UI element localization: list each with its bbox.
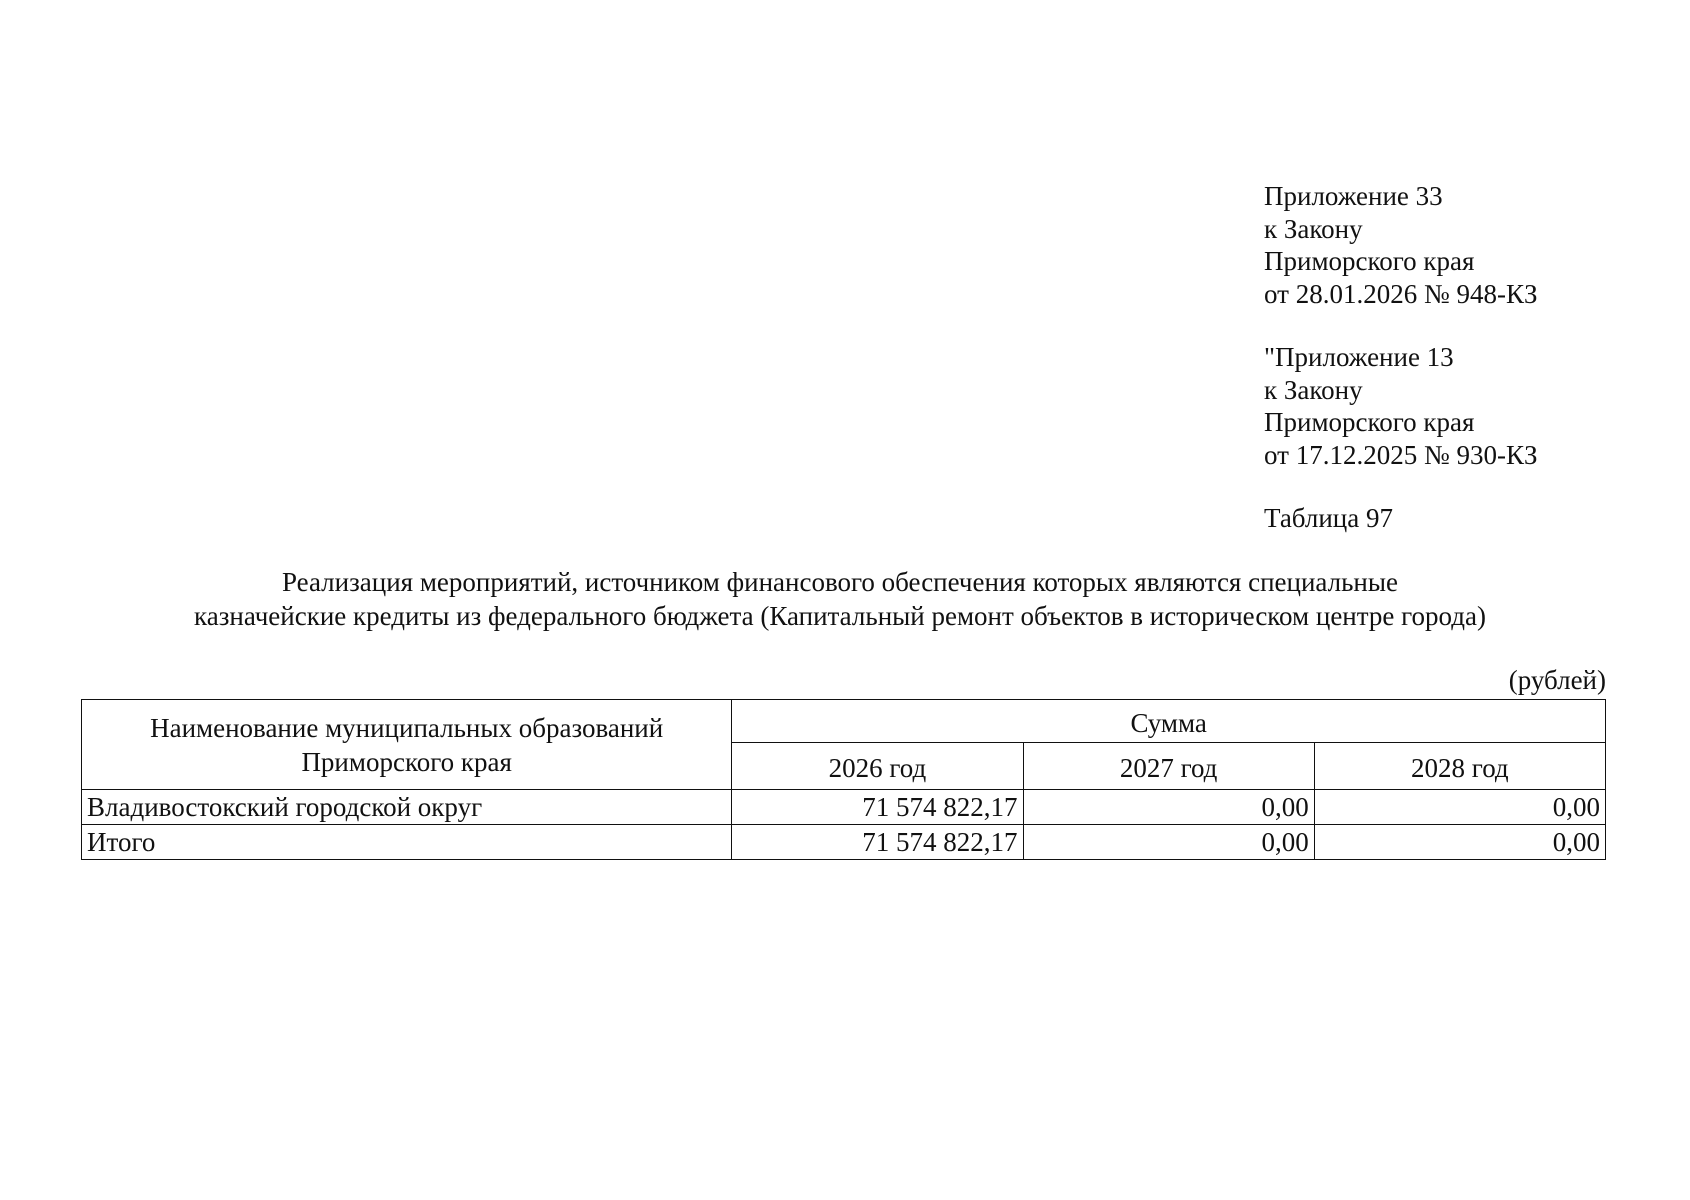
budget-table bbox=[81, 699, 1606, 860]
annex-33-line: к Закону bbox=[1264, 213, 1363, 244]
annex-13-line: к Закону bbox=[1264, 374, 1363, 405]
table-header-row bbox=[82, 700, 1606, 743]
table-total-row bbox=[82, 825, 1606, 860]
row-value-2026: 71 574 822,17 bbox=[732, 790, 1023, 825]
total-value-2028: 0,00 bbox=[1314, 825, 1605, 860]
annex-33-line: от 28.01.2026 № 948-КЗ bbox=[1264, 278, 1538, 309]
title-line-1: Реализация мероприятий, источником финансового обеспечения которых являются специальные bbox=[281, 567, 1398, 597]
row-value-2027: 0,00 bbox=[1023, 790, 1314, 825]
row-value-2028: 0,00 bbox=[1314, 790, 1605, 825]
header-year-2027: 2027 год bbox=[1023, 743, 1314, 790]
annex-13-line: "Приложение 13 bbox=[1264, 342, 1454, 372]
title-line-2: казначейские кредиты из федерального бюджета (Капитальный ремонт объектов в историческом центре города) bbox=[194, 601, 1486, 631]
header-year-2028: 2028 год bbox=[1314, 743, 1605, 790]
annex-33-line: Приморского края bbox=[1264, 246, 1475, 276]
units-label: (рублей) bbox=[1508, 665, 1606, 695]
annex-13-line: Приморского края bbox=[1264, 407, 1475, 437]
total-label: Итого bbox=[82, 825, 732, 860]
annex-13-line: от 17.12.2025 № 930-КЗ bbox=[1264, 439, 1538, 470]
header-sum: Сумма bbox=[732, 700, 1606, 743]
header-year-2026: 2026 год bbox=[732, 743, 1023, 790]
table-number: Таблица 97 bbox=[1264, 503, 1393, 533]
document-title bbox=[80, 565, 1600, 633]
annex-13-block bbox=[1264, 341, 1537, 471]
annex-33-block bbox=[1264, 180, 1537, 310]
annex-33-line: Приложение 33 bbox=[1264, 181, 1443, 211]
table-row bbox=[82, 790, 1606, 825]
header-municipality: Наименование муниципальных образований Приморского края bbox=[82, 700, 732, 790]
total-value-2027: 0,00 bbox=[1023, 825, 1314, 860]
total-value-2026: 71 574 822,17 bbox=[732, 825, 1023, 860]
row-municipality-name: Владивостокский городской округ bbox=[82, 790, 732, 825]
